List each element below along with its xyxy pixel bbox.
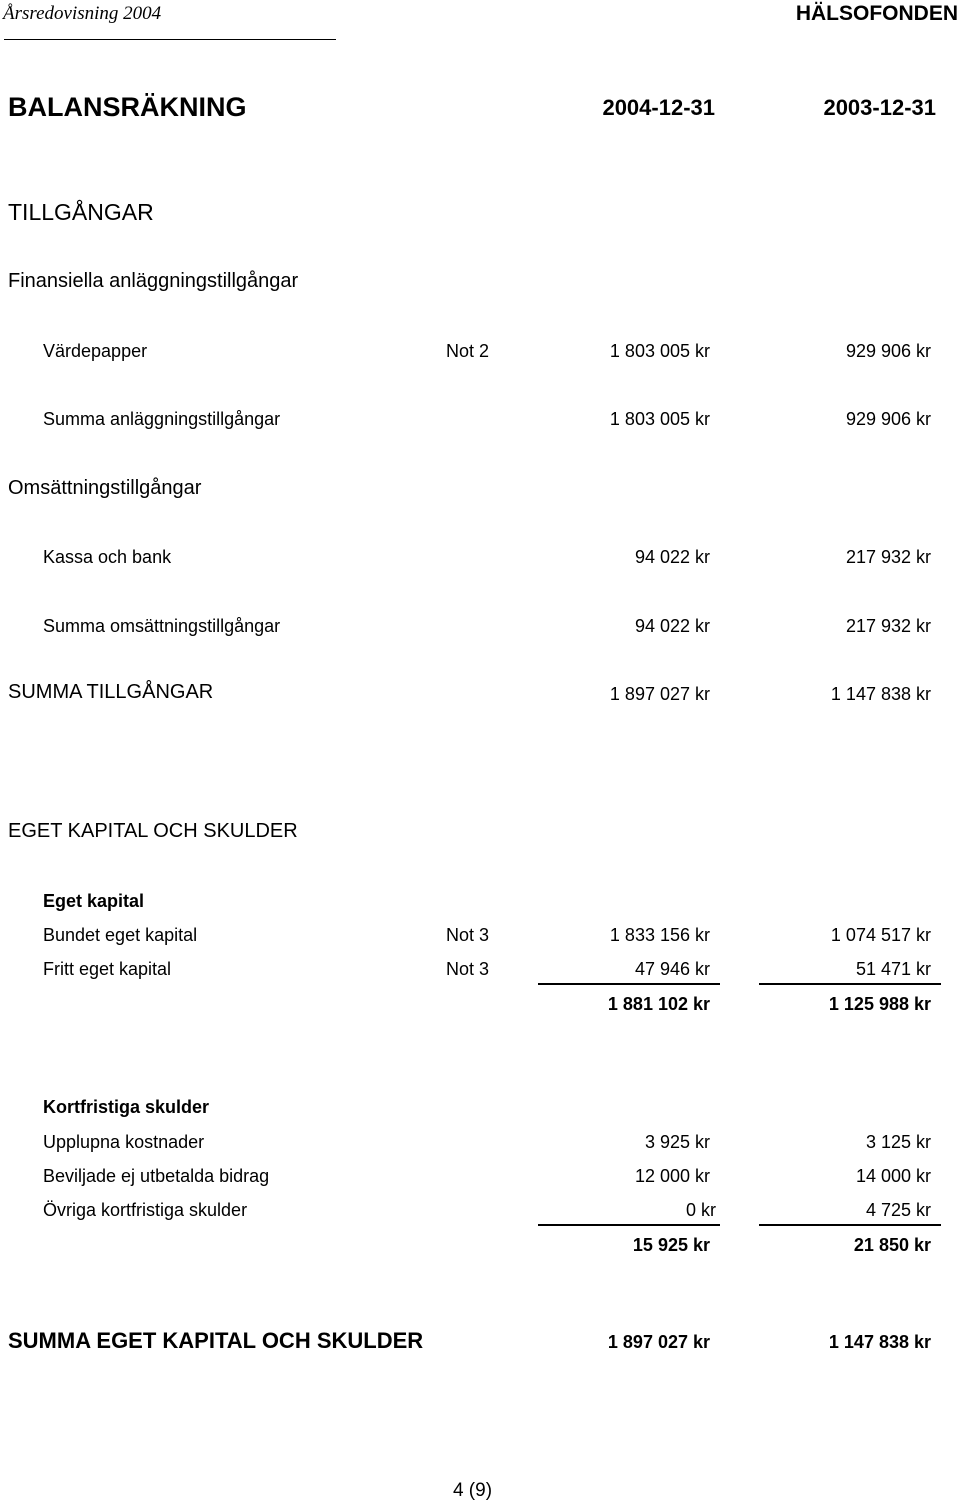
equity-liabilities-heading: EGET KAPITAL OCH SKULDER bbox=[8, 820, 298, 842]
fixed-assets-heading: Finansiella anläggningstillgångar bbox=[8, 270, 299, 292]
sum-fixed-assets-label: Summa anläggningstillgångar bbox=[43, 409, 281, 429]
report-title-header: Årsredovisning 2004 bbox=[3, 3, 162, 24]
restricted-equity-note: Not 3 bbox=[446, 925, 490, 945]
other-liabilities-label: Övriga kortfristiga skulder bbox=[43, 1200, 248, 1220]
cash-label: Kassa och bank bbox=[43, 547, 172, 567]
header-rule bbox=[4, 39, 336, 40]
other-liabilities-2003: 4 725 kr bbox=[865, 1200, 931, 1220]
free-equity-2004: 47 946 kr bbox=[634, 959, 710, 979]
total-equity-liabilities-2003: 1 147 838 kr bbox=[828, 1332, 931, 1352]
organization-name-header: HÄLSOFONDEN bbox=[795, 2, 958, 25]
current-assets-heading: Omsättningstillgångar bbox=[8, 477, 202, 499]
total-assets-2004: 1 897 027 kr bbox=[609, 684, 710, 704]
securities-note: Not 2 bbox=[446, 341, 490, 361]
page-number: 4 (9) bbox=[452, 1480, 493, 1501]
assets-heading: TILLGÅNGAR bbox=[8, 199, 154, 225]
total-assets-label: SUMMA TILLGÅNGAR bbox=[8, 681, 214, 703]
liabilities-sum-2003: 21 850 kr bbox=[853, 1235, 931, 1255]
total-equity-liabilities-2004: 1 897 027 kr bbox=[607, 1332, 710, 1352]
liabilities-sum-rule-2003 bbox=[759, 1224, 941, 1226]
column-header-2004: 2004-12-31 bbox=[602, 95, 715, 120]
free-equity-note: Not 3 bbox=[446, 959, 490, 979]
total-equity-liabilities-label: SUMMA EGET KAPITAL OCH SKULDER bbox=[8, 1328, 424, 1353]
approved-grants-label: Beviljade ej utbetalda bidrag bbox=[43, 1166, 270, 1186]
restricted-equity-2004: 1 833 156 kr bbox=[609, 925, 710, 945]
short-term-liabilities-heading: Kortfristiga skulder bbox=[43, 1097, 210, 1117]
cash-2004: 94 022 kr bbox=[634, 547, 710, 567]
liabilities-sum-rule-2004 bbox=[538, 1224, 720, 1226]
securities-2004: 1 803 005 kr bbox=[609, 341, 710, 361]
other-liabilities-2004: 0 kr bbox=[685, 1200, 716, 1220]
accrued-expenses-2004: 3 925 kr bbox=[644, 1132, 710, 1152]
sum-fixed-assets-2004: 1 803 005 kr bbox=[609, 409, 710, 429]
equity-sum-rule-2004 bbox=[538, 983, 720, 985]
sum-current-assets-label: Summa omsättningstillgångar bbox=[43, 616, 281, 636]
equity-sum-2003: 1 125 988 kr bbox=[828, 994, 931, 1014]
sum-fixed-assets-2003: 929 906 kr bbox=[845, 409, 931, 429]
securities-2003: 929 906 kr bbox=[845, 341, 931, 361]
liabilities-sum-2004: 15 925 kr bbox=[632, 1235, 710, 1255]
free-equity-label: Fritt eget kapital bbox=[43, 959, 172, 979]
column-header-2003: 2003-12-31 bbox=[823, 95, 936, 120]
restricted-equity-label: Bundet eget kapital bbox=[43, 925, 198, 945]
approved-grants-2003: 14 000 kr bbox=[855, 1166, 931, 1186]
page-title: BALANSRÄKNING bbox=[8, 92, 247, 122]
total-assets-2003: 1 147 838 kr bbox=[830, 684, 931, 704]
accrued-expenses-label: Upplupna kostnader bbox=[43, 1132, 205, 1152]
free-equity-2003: 51 471 kr bbox=[855, 959, 931, 979]
equity-sum-rule-2003 bbox=[759, 983, 941, 985]
restricted-equity-2003: 1 074 517 kr bbox=[830, 925, 931, 945]
securities-label: Värdepapper bbox=[43, 341, 148, 361]
accrued-expenses-2003: 3 125 kr bbox=[865, 1132, 931, 1152]
approved-grants-2004: 12 000 kr bbox=[634, 1166, 710, 1186]
equity-heading: Eget kapital bbox=[43, 891, 145, 911]
sum-current-assets-2004: 94 022 kr bbox=[634, 616, 710, 636]
cash-2003: 217 932 kr bbox=[845, 547, 931, 567]
equity-sum-2004: 1 881 102 kr bbox=[607, 994, 710, 1014]
sum-current-assets-2003: 217 932 kr bbox=[845, 616, 931, 636]
